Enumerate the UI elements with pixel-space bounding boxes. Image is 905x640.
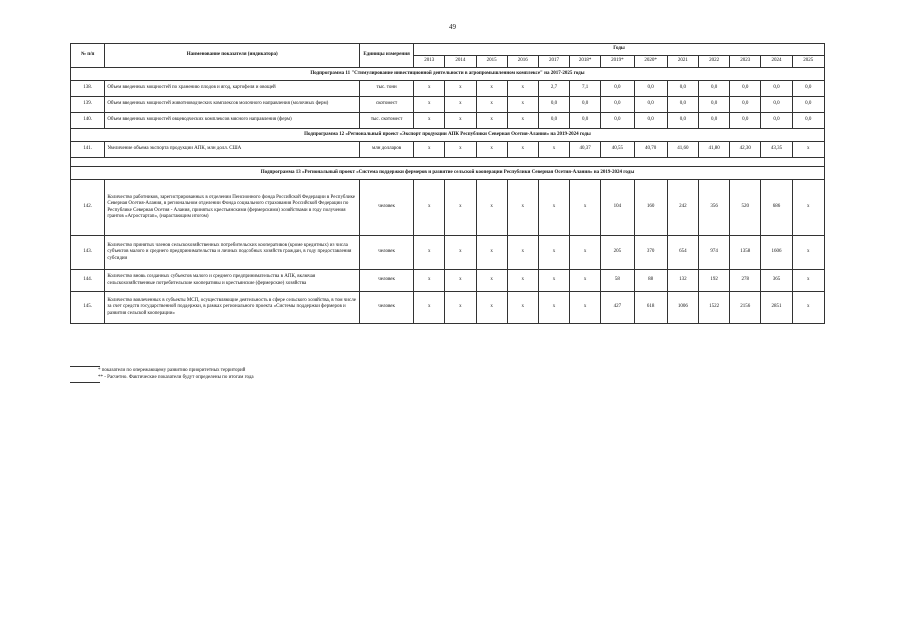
footnote-rule-2: [70, 382, 100, 383]
row-value: 0,0: [634, 113, 667, 129]
table-row: [71, 113, 825, 129]
row-value: 1358: [730, 236, 761, 270]
row-value: x: [476, 81, 507, 97]
header-year: 2017: [538, 56, 569, 68]
row-value: x: [792, 292, 824, 324]
row-num: 142.: [71, 180, 105, 236]
row-num: 139.: [71, 97, 105, 113]
row-value: x: [507, 113, 538, 129]
row-value: 0,0: [792, 97, 824, 113]
row-value: x: [445, 142, 476, 158]
row-value: 0,0: [761, 97, 792, 113]
row-value: x: [476, 270, 507, 292]
row-value: x: [538, 180, 569, 236]
row-value: 618: [634, 292, 667, 324]
row-value: 1606: [761, 236, 792, 270]
section-title: Подпрограмма 12 «Региональный проект «Экспорт продукции АПК Республики Северная Осетия-Алания» на 2019-2024 годы: [71, 129, 825, 142]
row-value: 0,0: [667, 97, 698, 113]
row-value: 654: [667, 236, 698, 270]
table-row: [71, 292, 825, 324]
row-unit: скотомест: [360, 97, 414, 113]
row-unit: млн долларов: [360, 142, 414, 158]
row-value: 43,35: [761, 142, 792, 158]
row-value: 0,0: [792, 81, 824, 97]
spacer-row: [71, 158, 825, 167]
row-value: x: [570, 270, 601, 292]
row-unit: человек: [360, 180, 414, 236]
row-value: 40,70: [634, 142, 667, 158]
row-name: Объем введенных мощностей по хранению плодов и ягод, картофеля и овощей: [105, 81, 360, 97]
row-value: 0,0: [730, 81, 761, 97]
row-value: x: [445, 81, 476, 97]
row-name: Количество вновь созданных субъектов малого и среднего предпринимательства в АПК, включая сельскохозяйственные потребительские кооперативы и крестьянские (фермерские) хозяйства: [105, 270, 360, 292]
row-value: x: [476, 236, 507, 270]
row-value: 2851: [761, 292, 792, 324]
row-unit: человек: [360, 236, 414, 270]
row-value: 0,0: [634, 81, 667, 97]
row-value: 2,7: [538, 81, 569, 97]
footnotes: [70, 366, 470, 383]
row-name: Объем введенных мощностей овцеводческих комплексов мясного направления (ферм): [105, 113, 360, 129]
row-num: 144.: [71, 270, 105, 292]
header-year: 2022: [698, 56, 729, 68]
row-value: 0,0: [730, 97, 761, 113]
header-year: 2018*: [570, 56, 601, 68]
footnote-2: ** - Расчетно. Фактические показатели будут определены по итогам года: [98, 375, 254, 380]
row-num: 138.: [71, 81, 105, 97]
row-value: x: [538, 270, 569, 292]
row-value: x: [507, 292, 538, 324]
table-row: [71, 142, 825, 158]
row-value: 1006: [667, 292, 698, 324]
footnote-1: * показатели по опережающему развитию приоритетных территорий: [98, 368, 246, 373]
row-value: 41,60: [667, 142, 698, 158]
row-value: 160: [634, 180, 667, 236]
row-value: 1522: [698, 292, 729, 324]
header-unit: Единицы измерения: [360, 44, 414, 68]
section-row: [71, 167, 825, 180]
row-value: x: [445, 236, 476, 270]
row-value: x: [570, 180, 601, 236]
header-year: 2020*: [634, 56, 667, 68]
row-value: x: [570, 236, 601, 270]
row-value: x: [476, 97, 507, 113]
table-row: [71, 270, 825, 292]
section-title: Подпрограмма 13 «Региональный проект «Система поддержки фермеров и развитие сельской кооперации Республики Северная Осетия-Алания» на 2019-2024 годы: [71, 167, 825, 180]
header-year: 2014: [445, 56, 476, 68]
row-value: 0,0: [761, 81, 792, 97]
header-year: 2015: [476, 56, 507, 68]
row-value: x: [476, 180, 507, 236]
row-value: 0,0: [601, 113, 634, 129]
row-value: x: [538, 292, 569, 324]
row-num: 141.: [71, 142, 105, 158]
row-value: x: [792, 180, 824, 236]
row-value: 0,0: [667, 113, 698, 129]
row-value: x: [445, 292, 476, 324]
row-value: x: [414, 292, 445, 324]
row-value: 974: [698, 236, 729, 270]
row-value: 370: [634, 236, 667, 270]
section-row: [71, 129, 825, 142]
row-value: 0,0: [761, 113, 792, 129]
spacer-cell: [71, 158, 825, 167]
row-value: 0,0: [570, 97, 601, 113]
row-value: 205: [601, 236, 634, 270]
row-value: 0,0: [538, 97, 569, 113]
indicators-table: [70, 43, 825, 324]
row-value: x: [414, 270, 445, 292]
row-value: x: [792, 142, 824, 158]
row-value: x: [445, 113, 476, 129]
row-value: 40,55: [601, 142, 634, 158]
row-name: Количество работников, зарегистрированных в отделении Пенсионного фонда Российской Федерации в Республике Северная Осетия-Алания, в региональном отделении Фонда социального страхования Российской Федерации по Республике Северная Осетия - Алания, принятых крестьянскими (фермерскими) хозяйствами в году получения грантов «Агростартап», (нарастающим итогом): [105, 180, 360, 236]
header-year: 2013: [414, 56, 445, 68]
table-row: [71, 97, 825, 113]
row-value: 0,0: [570, 113, 601, 129]
row-value: x: [414, 81, 445, 97]
row-value: 41,80: [698, 142, 729, 158]
row-value: 686: [761, 180, 792, 236]
row-unit: тыс. скотомест: [360, 113, 414, 129]
row-value: x: [476, 142, 507, 158]
row-num: 143.: [71, 236, 105, 270]
row-value: 0,0: [601, 81, 634, 97]
header-year: 2021: [667, 56, 698, 68]
row-value: 132: [667, 270, 698, 292]
header-year: 2019*: [601, 56, 634, 68]
row-value: x: [414, 113, 445, 129]
row-value: x: [507, 97, 538, 113]
row-name: Увеличение объема экспорта продукции АПК, млн долл. США: [105, 142, 360, 158]
row-value: 88: [634, 270, 667, 292]
row-value: x: [445, 180, 476, 236]
row-value: x: [507, 270, 538, 292]
table-row: [71, 236, 825, 270]
row-value: 0,0: [634, 97, 667, 113]
row-value: x: [570, 292, 601, 324]
row-num: 140.: [71, 113, 105, 129]
row-num: 145.: [71, 292, 105, 324]
row-value: x: [476, 113, 507, 129]
row-value: 40,37: [570, 142, 601, 158]
row-unit: человек: [360, 270, 414, 292]
table-body: [71, 68, 825, 324]
header-year: 2025: [792, 56, 824, 68]
row-value: x: [538, 142, 569, 158]
row-value: 2156: [730, 292, 761, 324]
row-value: 58: [601, 270, 634, 292]
row-value: 0,0: [792, 113, 824, 129]
row-value: 0,0: [730, 113, 761, 129]
row-value: 242: [667, 180, 698, 236]
row-value: x: [507, 180, 538, 236]
row-value: x: [507, 81, 538, 97]
header-year: 2023: [730, 56, 761, 68]
row-value: x: [414, 180, 445, 236]
row-value: 0,0: [601, 97, 634, 113]
row-value: 0,0: [667, 81, 698, 97]
row-value: 278: [730, 270, 761, 292]
row-value: x: [476, 292, 507, 324]
row-value: x: [414, 236, 445, 270]
row-value: 520: [730, 180, 761, 236]
header-name: Наименование показателя (индикатора): [105, 44, 360, 68]
row-value: 104: [601, 180, 634, 236]
page-number: 49: [449, 23, 456, 31]
row-value: x: [445, 97, 476, 113]
row-value: 0,0: [698, 81, 729, 97]
header-year: 2024: [761, 56, 792, 68]
table-row: [71, 81, 825, 97]
row-value: 0,0: [698, 113, 729, 129]
row-value: 356: [698, 180, 729, 236]
row-value: 0,0: [698, 97, 729, 113]
row-name: Количество принятых членов сельскохозяйственных потребительских кооперативов (кроме кредитных) из числа субъектов малого и среднего предпринимательства и личных подсобных хозяйств граждан, в году предоставления субсидии: [105, 236, 360, 270]
row-value: x: [507, 236, 538, 270]
row-value: x: [414, 142, 445, 158]
row-value: x: [538, 236, 569, 270]
row-value: x: [507, 142, 538, 158]
row-value: 192: [698, 270, 729, 292]
row-name: Количество вовлеченных в субъекты МСП, осуществляющие деятельность в сфере сельского хозяйства, в том числе за счет средств государственной поддержки, в рамках регионального проекта «Системы поддержки фермеров и развития сельской кооперации»: [105, 292, 360, 324]
header-years-title: Годы: [414, 44, 825, 56]
table-row: [71, 180, 825, 236]
row-value: 42,30: [730, 142, 761, 158]
row-value: x: [792, 270, 824, 292]
row-value: x: [792, 236, 824, 270]
row-value: x: [414, 97, 445, 113]
row-value: 427: [601, 292, 634, 324]
row-name: Объем введенных мощностей животноводческих комплексов молочного направления (молочных ферм): [105, 97, 360, 113]
header-num: № п/п: [71, 44, 105, 68]
row-value: 7,1: [570, 81, 601, 97]
row-unit: человек: [360, 292, 414, 324]
section-title: Подпрограмма 11 "Стимулирование инвестиционной деятельности в агропромышленном комплексе" на 2017-2025 годы: [71, 68, 825, 81]
row-value: 0,0: [538, 113, 569, 129]
row-value: 365: [761, 270, 792, 292]
section-row: [71, 68, 825, 81]
row-value: x: [445, 270, 476, 292]
header-year: 2016: [507, 56, 538, 68]
row-unit: тыс. тонн: [360, 81, 414, 97]
